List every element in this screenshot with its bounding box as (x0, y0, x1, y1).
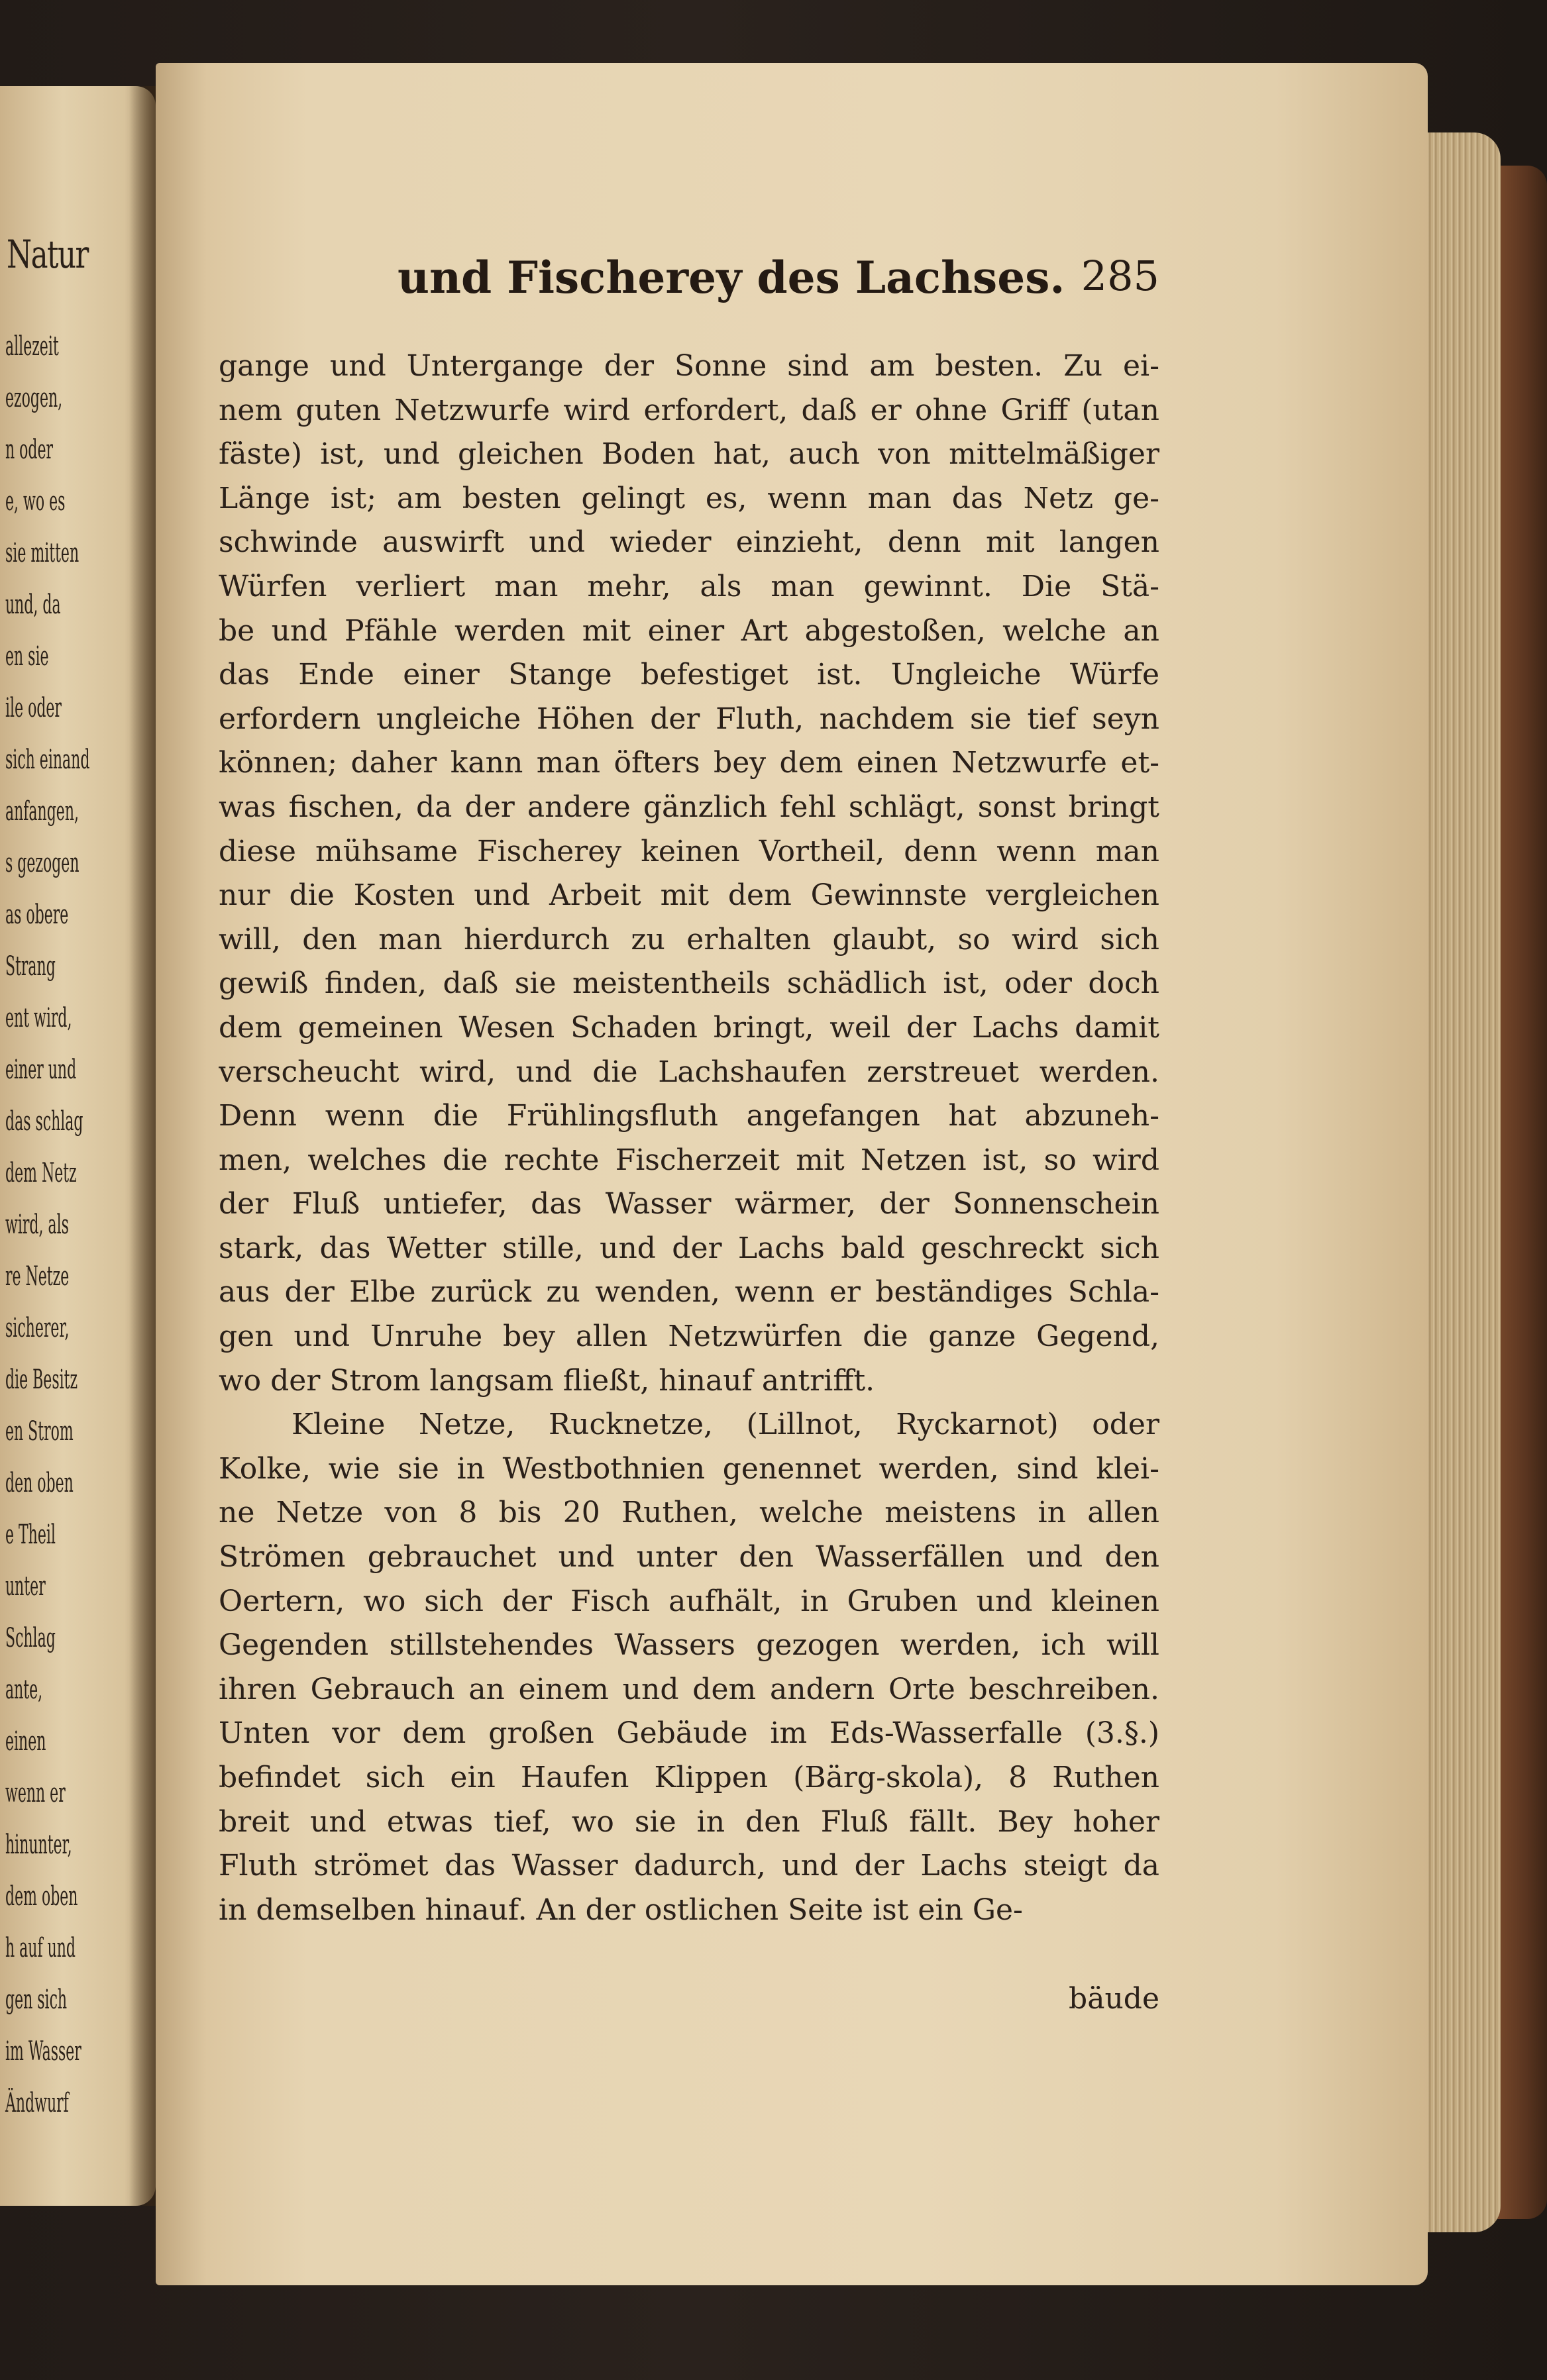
left-page-fragment: allezeit (5, 331, 59, 362)
left-page-fragment: ent wird, (5, 1003, 72, 1033)
text-line: aus der Elbe zurück zu wenden, wenn er beständiges Schla- (219, 1275, 1159, 1310)
left-page-fragment: den oben (5, 1468, 74, 1498)
left-page-fragment: e, wo es (5, 486, 66, 517)
text-line: Fluth strömet das Wasser dadurch, und der Lachs steigt da (219, 1849, 1159, 1883)
left-page-fragment: n oder (5, 435, 54, 465)
text-line: stark, das Wetter stille, und der Lachs bald geschreckt sich (219, 1231, 1159, 1265)
left-page-fragment: sicherer, (5, 1313, 70, 1343)
text-line: ihren Gebrauch an einem und dem andern Orte beschreiben. (219, 1672, 1159, 1706)
text-line: der Fluß untiefer, das Wasser wärmer, der Sonnenschein (219, 1187, 1159, 1221)
text-line: fäste) ist, und gleichen Boden hat, auch von mittelmäßiger (219, 437, 1159, 472)
left-page-fragment: unter (5, 1571, 46, 1602)
left-page-fragment: hinunter, (5, 1830, 72, 1860)
left-page-title: Natur (7, 232, 88, 277)
text-line: Würfen verliert man mehr, als man gewinnt. Die Stä- (219, 569, 1159, 603)
text-line: nur die Kosten und Arbeit mit dem Gewinnste vergleichen (219, 878, 1159, 913)
left-page-fragment: s gezogen (5, 848, 80, 878)
left-page-fragment: re Netze (5, 1261, 70, 1292)
text-line: diese mühsame Fischerey keinen Vortheil, denn wenn man (219, 834, 1159, 868)
text-line: verscheucht wird, und die Lachshaufen zerstreuet werden. (219, 1055, 1159, 1089)
book-cover-edge (1494, 166, 1547, 2219)
header-title: und Fischerey des Lachses. (398, 252, 1065, 303)
text-line: Kleine Netze, Rucknetze, (Lillnot, Ryckarnot) oder (292, 1408, 1159, 1442)
text-line: Denn wenn die Frühlingsfluth angefangen hat abzuneh- (219, 1099, 1159, 1133)
left-page-fragment: Schlag (5, 1623, 56, 1653)
left-page-fragment: ile oder (5, 693, 62, 723)
left-page-fragment: as obere (5, 900, 69, 930)
left-page-fragment: sich einand (5, 745, 90, 775)
page-number: 285 (1081, 252, 1159, 300)
text-line: wo der Strom langsam fließt, hinauf antrifft. (219, 1363, 875, 1398)
left-page-fragment: einen (5, 1726, 46, 1757)
body-text (219, 344, 1159, 1932)
running-header (398, 252, 1159, 311)
left-page-fragment: en Strom (5, 1416, 74, 1447)
left-page-fragment: en sie (5, 641, 49, 672)
text-line: befindet sich ein Haufen Klippen (Bärg-skola), 8 Ruthen (219, 1761, 1159, 1794)
left-page-fragment: im Wasser (5, 2036, 81, 2067)
left-page-fragment: einer und (5, 1055, 77, 1085)
text-line: nem guten Netzwurfe wird erfordert, daß er ohne Griff (utan (219, 393, 1159, 427)
text-line: erfordern ungleiche Höhen der Fluth, nachdem sie tief seyn (219, 701, 1159, 736)
text-line: Oertern, wo sich der Fisch aufhält, in Gruben und kleinen (219, 1584, 1159, 1618)
text-line: Länge ist; am besten gelingt es, wenn man das Netz ge- (219, 481, 1159, 515)
text-line: Gegenden stillstehendes Wassers gezogen werden, ich will (219, 1628, 1159, 1663)
left-page-fragment: die Besitz (5, 1365, 78, 1395)
text-line: schwinde auswirft und wieder einzieht, denn mit langen (219, 525, 1159, 560)
left-page-fragment: und, da (5, 590, 61, 620)
left-page-fragment: gen sich (5, 1985, 68, 2015)
text-line: dem gemeinen Wesen Schaden bringt, weil der Lachs damit (219, 1010, 1159, 1045)
left-page-fragment: Ändwurf (5, 2088, 69, 2118)
left-page-fragment: h auf und (5, 1933, 76, 1963)
text-line: können; daher kann man öfters bey dem einen Netzwurfe et- (219, 746, 1159, 780)
text-line: gange und Untergange der Sonne sind am besten. Zu ei- (219, 349, 1159, 383)
text-line: gewiß finden, daß sie meistentheils schädlich ist, oder doch (219, 966, 1159, 1001)
left-page-fragment: sie mitten (5, 538, 80, 568)
text-line: men, welches die rechte Fischerzeit mit Netzen ist, so wird (219, 1143, 1159, 1177)
text-line: in demselben hinauf. An der ostlichen Seite ist ein Ge- (219, 1892, 1023, 1927)
left-page-fragment: ante, (5, 1675, 43, 1705)
text-line: gen und Unruhe bey allen Netzwürfen die ganze Gegend, (219, 1319, 1159, 1354)
left-page-fragment: das schlag (5, 1106, 83, 1137)
left-page-fragment: dem Netz (5, 1158, 77, 1188)
left-page-fragment: dem oben (5, 1881, 78, 1912)
text-line: das Ende einer Stange befestiget ist. Ungleiche Würfe (219, 658, 1159, 692)
text-line: ne Netze von 8 bis 20 Ruthen, welche meistens in allen (219, 1496, 1159, 1530)
text-line: was fischen, da der andere gänzlich fehl schlägt, sonst bringt (219, 790, 1159, 824)
text-line: Unten vor dem großen Gebäude im Eds-Wasserfalle (3.§.) (219, 1716, 1159, 1751)
text-line: Kolke, wie sie in Westbothnien genennet werden, sind klei- (219, 1451, 1159, 1486)
text-line: will, den man hierdurch zu erhalten glaubt, so wird sich (219, 922, 1159, 957)
catchword: bäude (1069, 1982, 1159, 2016)
text-line: be und Pfähle werden mit einer Art abgestoßen, welche an (219, 613, 1159, 648)
left-page-fragment: ezogen, (5, 383, 63, 413)
left-page-fragment: wenn er (5, 1778, 66, 1808)
text-line: breit und etwas tief, wo sie in den Fluß fällt. Bey hoher (219, 1804, 1159, 1839)
left-page-fragment: Strang (5, 951, 56, 982)
left-page-fragment: e Theil (5, 1520, 56, 1550)
left-page-fragment: wird, als (5, 1210, 69, 1240)
left-page-fragment: anfangen, (5, 796, 79, 827)
text-line: Strömen gebrauchet und unter den Wasserfällen und den (219, 1540, 1159, 1575)
